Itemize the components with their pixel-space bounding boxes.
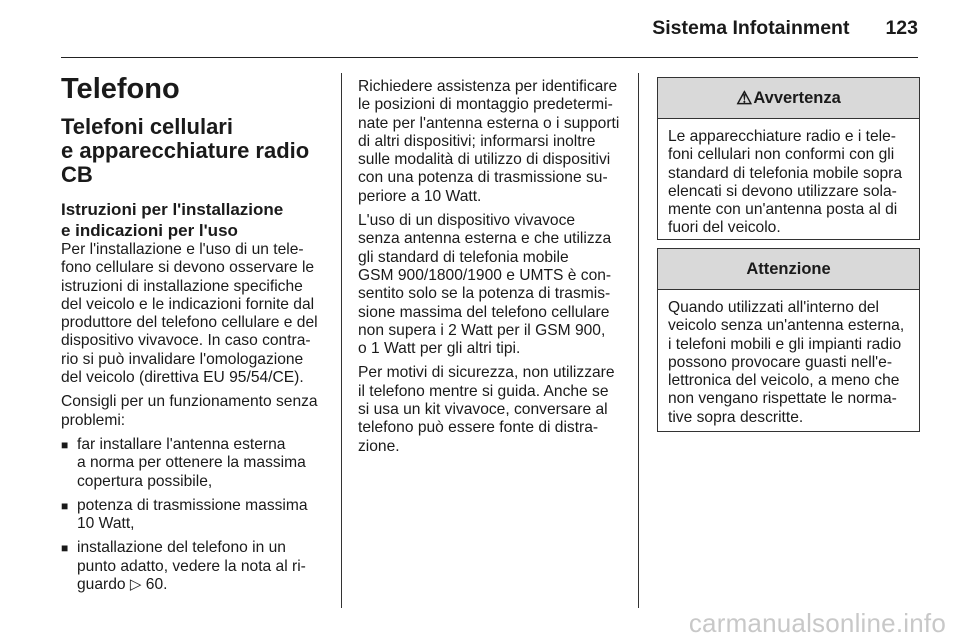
list-item-text: potenza di trasmissione massima 10 Watt, — [77, 496, 308, 533]
column-divider-2 — [638, 73, 639, 608]
page-header — [652, 17, 918, 40]
attention-box-title: Attenzione — [658, 249, 919, 290]
paragraph: L'uso di un dispositivo vivavoce senza antenna esterna e che utilizza gli standard di telefonia mobile GSM 900/1800/1900 e UMTS è con- sentito solo se la potenza di trasmis- sione massima del telefono cellulare non supera i 2 Watt per il GSM 900, o 1 Watt per gli altri tipi. — [358, 212, 612, 358]
attention-box — [657, 248, 920, 432]
paragraph: Richiedere assistenza per identificare le posizioni di montaggio predetermi- nate per l'antenna esterna o i supporti di altri dispositivi; informarsi inoltre sulle modalità di utilizzo di dispositivi con una potenza di trasmissione su- periore a 10 Watt. — [358, 78, 620, 205]
warning-title-text: Avvertenza — [753, 88, 841, 107]
heading-line: Telefoni cellulari — [61, 114, 233, 139]
square-bullet-icon: ■ — [61, 498, 69, 513]
list-item-text: installazione del telefono in un punto adatto, vedere la nota al ri- guardo — [77, 539, 306, 594]
paragraph: Per motivi di sicurezza, non utilizzare il telefono mentre si guida. Anche se si usa un kit vivavoce, conversare al telefono può essere fonte di distra- zione. — [358, 364, 615, 455]
list-item — [61, 497, 329, 534]
heading-line: e apparecchiature radio — [61, 138, 310, 163]
paragraph: Per l'installazione e l'uso di un tele- fono cellulare si devono osservare le istruzioni di installazione specifiche del veicolo e le indicazioni fornite dal produttore del telefono cellulare e del dispositivo vivavoce. In caso contra- rio si può invalidare l'omologazione del veicolo (direttiva EU 95/54/CE). — [61, 241, 318, 387]
heading-istruzioni — [61, 200, 329, 241]
heading-telefono: Telefono — [61, 73, 180, 105]
attention-box-body: Quando utilizzati all'interno del veicolo senza un'antenna esterna, i telefoni mobili e gli impianti radio possono provocare guasti nell'e- lettronica del veicolo, a meno che non vengano rispettate le norma- tive sopra descritte. — [668, 299, 905, 426]
page-ref-arrow-icon[interactable]: ▷ — [129, 576, 142, 594]
warning-box-body: Le apparecchiature radio e i tele- foni cellulari non conformi con gli standard di telefonia mobile sopra elencati si devono utilizzare sola- mente con un'antenna posta al di fuori del veicolo. — [668, 128, 903, 237]
watermark: carmanualsonline.info — [688, 608, 946, 638]
heading-telefoni-cellulari — [61, 115, 329, 187]
column-left — [61, 72, 329, 600]
list-item-text: far installare l'antenna esterna a norma per ottenere la massima copertura possibile, — [77, 435, 306, 490]
section-title: Sistema Infotainment — [652, 17, 850, 39]
square-bullet-icon: ■ — [61, 437, 69, 452]
warning-triangle-icon: ⚠ — [736, 87, 753, 108]
heading-line: CB — [61, 162, 93, 187]
warning-box-title — [658, 78, 919, 119]
paragraph: Consigli per un funzionamento senza problemi: — [61, 393, 318, 429]
list-item — [61, 436, 329, 491]
column-middle — [358, 78, 626, 462]
square-bullet-icon: ■ — [61, 541, 69, 556]
heading-line: e indicazioni per l'uso — [61, 220, 238, 240]
column-divider-1 — [341, 73, 342, 608]
header-rule — [61, 57, 918, 58]
warning-box — [657, 77, 920, 240]
list-item — [61, 539, 329, 594]
heading-line: Istruzioni per l'installazione — [61, 200, 284, 219]
page-number: 123 — [885, 17, 918, 39]
page-reference[interactable]: 60. — [145, 576, 168, 594]
